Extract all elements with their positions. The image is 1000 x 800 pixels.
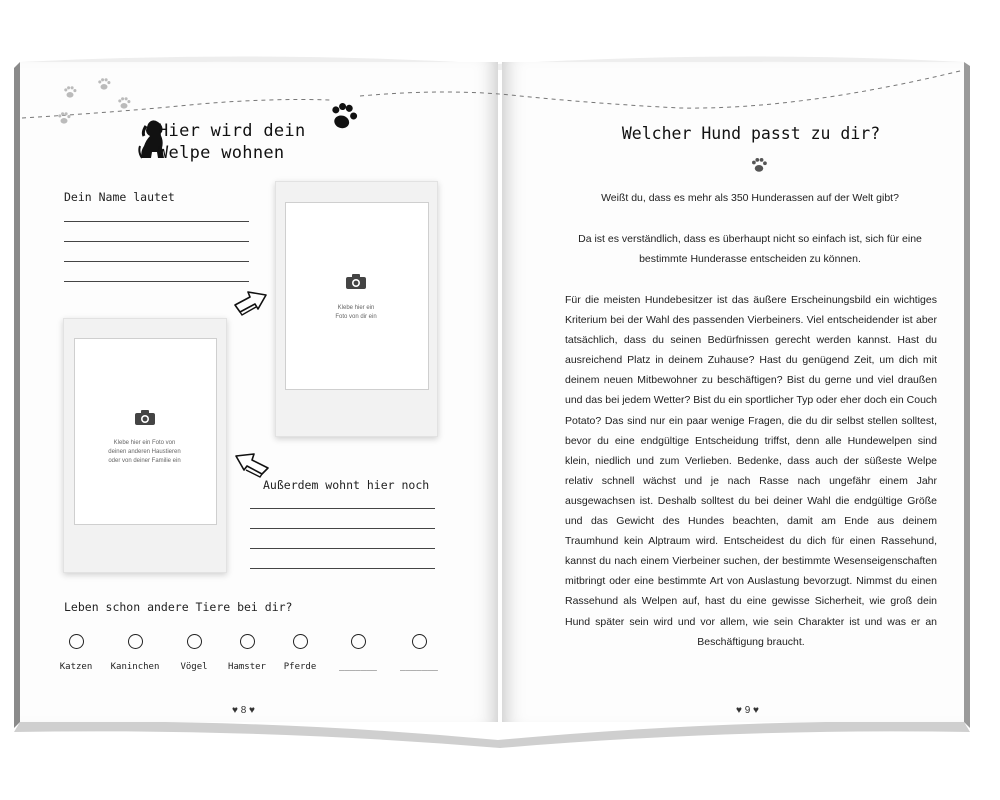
option-label: Hamster [228,662,266,672]
animals-question: Leben schon andere Tiere bei dir? [64,600,293,614]
checkbox-circle[interactable] [412,634,427,649]
camera-icon [135,410,155,425]
paw-icon [328,101,359,132]
checkbox-circle[interactable] [293,634,308,649]
option-label: Katzen [59,662,93,672]
option-label: _______ [339,662,377,672]
also-line-4[interactable] [250,568,435,569]
camera-icon [346,274,366,289]
checkbox-circle[interactable] [128,634,143,649]
photo-frame-others[interactable] [63,318,227,573]
left-page-title [158,120,306,164]
name-line-4[interactable] [64,281,249,282]
caption-line: deinen anderen Haustieren [108,449,181,455]
photo-frame-self[interactable] [275,181,438,437]
arrow-icon [232,446,272,478]
paw-icon [64,86,76,97]
checkbox-circle[interactable] [351,634,366,649]
page-number-right: ♥ 9 ♥ [736,705,759,716]
also-line-2[interactable] [250,528,435,529]
paragraph-two [540,229,960,269]
option-label: Pferde [283,662,317,672]
paw-icon [58,112,70,123]
animal-option-blank-2[interactable] [389,634,449,672]
right-page-title: Welcher Hund passt zu dir? [621,124,881,143]
checkbox-circle[interactable] [240,634,255,649]
animal-option-kaninchen[interactable] [105,634,165,672]
title-line-1: Hier wird dein [158,121,306,141]
caption-line: oder von deiner Familie ein [108,458,181,464]
animal-option-hamster[interactable] [217,634,277,672]
option-label: Kaninchen [110,662,160,672]
name-label: Dein Name lautet [64,190,175,204]
photo-area-self[interactable] [285,202,429,390]
caption-line: Klebe hier ein [337,305,375,311]
animal-option-voegel[interactable] [164,634,224,672]
name-line-1[interactable] [64,221,249,222]
paragraph-two-line: bestimmte Hunderasse entscheiden zu können. [639,253,861,266]
checkbox-circle[interactable] [187,634,202,649]
also-line-1[interactable] [250,508,435,509]
paragraph-two-line: Da ist es verständlich, dass es überhaupt nicht so einfach ist, sich für eine [578,233,922,245]
animal-option-pferde[interactable] [270,634,330,672]
name-line-2[interactable] [64,241,249,242]
paw-icon [118,97,130,108]
caption-line: Klebe hier ein Foto von [113,440,176,446]
animal-option-katzen[interactable] [46,634,106,672]
caption-line: Foto von dir ein [335,314,377,320]
photo-caption-self [285,304,427,322]
arrow-icon [232,287,272,317]
option-label: _______ [400,662,438,672]
paw-icon [98,78,110,89]
title-line-2: Welpe wohnen [158,143,285,163]
checkbox-circle[interactable] [69,634,84,649]
photo-caption-others [74,439,215,466]
page-number-left: ♥ 8 ♥ [232,705,255,716]
photo-area-others[interactable] [74,338,217,525]
also-lives-label: Außerdem wohnt hier noch [263,478,430,492]
paragraph-three: Für die meisten Hundebesitzer ist das äußere Erscheinungsbild ein wichtiges Kriterium bei der Wahl des passenden Vierbeiners. Viel entscheidender ist aber tatsächlich, dass du seinen Bedürfnissen gerecht werden kannst. Hast du ausreichend Platz in deinem Zuhause? Hast du genügend Zeit, um dich mit deinem neuen Mitbewohner zu beschäftigen? Bist du gerne und viel draußen und das bei jedem Wetter? Bist du ein sportlicher Typ oder eher doch ein Couch Potato? Das sind nur ein paar wenige Fragen, die du dir selbst stellen solltest, bevor du eine endgültige Entscheidung triffst, denn alle Hundewelpen sind klein, niedlich und zum Verlieben. Bedenke, dass auch der süßeste Welpe relativ schnell wächst und je nach Rasse nach ungefähr einem Jahr ausgewachsen ist. Deshalb solltest du bei deiner Wahl die endgültige Größe und das Gewicht des Hundes beachten, damit am Ende aus deinem Traumhund kein Alptraum wird. Entscheidest du dich für einen Rassehund, kannst du nach einem Vierbeiner suchen, der bestimmte Wesenseigenschaften mitbringt oder eine bestimmte Art von Auslastung bevorzugt. Nimmst du einen Rassehund als Welpen auf, hast du eine gewisse Sicherheit, wie groß dein Hund später sein wird und vor allem, wie sein Charakter ist und was er an Beschäftigung braucht. [565,294,937,648]
option-label: Vögel [180,662,208,672]
also-line-3[interactable] [250,548,435,549]
animal-option-blank-1[interactable] [328,634,388,672]
paw-icon [749,154,769,174]
intro-sentence: Weißt du, dass es mehr als 350 Hunderassen auf der Welt gibt? [601,192,899,204]
name-line-3[interactable] [64,261,249,262]
